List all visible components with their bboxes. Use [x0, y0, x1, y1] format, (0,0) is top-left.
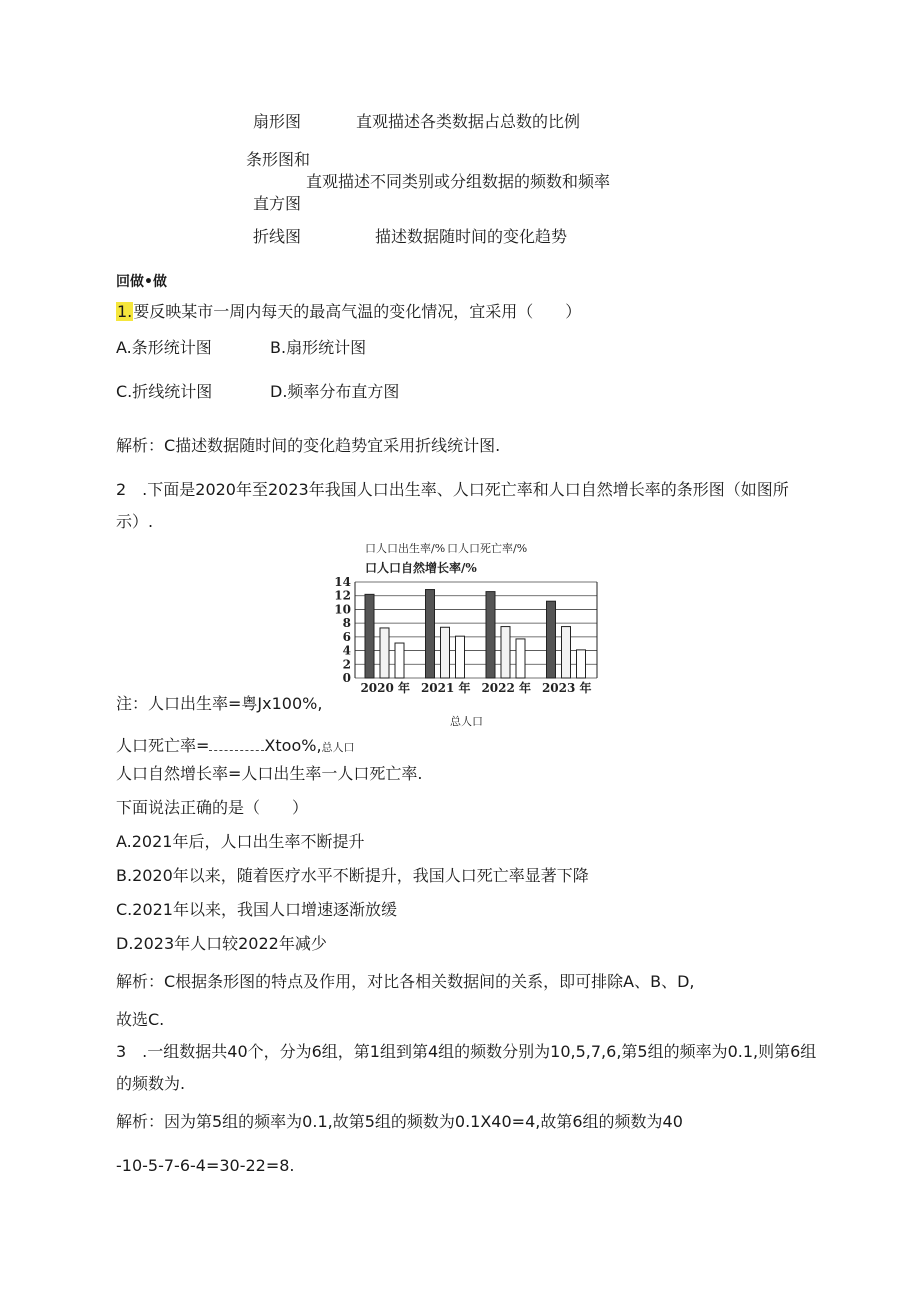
fraction-line [209, 740, 264, 751]
q2-note-line2-head: 人口死亡率= [116, 736, 210, 755]
q2-analysis-line1: 解析：C根据条形图的特点及作用，对比各相关数据间的关系，即可排除A、B、D, [116, 972, 695, 991]
q2-note-line2-small: 总人口 [321, 741, 355, 754]
bar-death-rate [501, 627, 510, 678]
q1-analysis: 解析：C描述数据随时间的变化趋势宜采用折线统计图. [116, 436, 501, 455]
x-tick-label: 2022 年 [481, 681, 532, 694]
table-row3-name: 折线图 [253, 227, 302, 246]
q2-option-d: D.2023年人口较2022年减少 [116, 934, 327, 953]
table-row2-desc: 直观描述不同类别或分组数据的频数和频率 [306, 172, 611, 191]
bar-death-rate [441, 627, 450, 678]
y-tick-label: 2 [342, 657, 351, 672]
y-tick-label: 12 [334, 588, 351, 603]
question-1-stem: 要反映某市一周内每天的最高气温的变化情况，宜采用（ ） [133, 302, 582, 321]
bar-birth-rate [547, 601, 556, 678]
x-tick-label: 2023 年 [541, 681, 592, 694]
table-row3-desc: 描述数据随时间的变化趋势 [375, 227, 568, 246]
section-heading: 回做•做 [116, 274, 167, 290]
chart-legend [365, 541, 527, 575]
q1-option-d: D.频率分布直方图 [270, 382, 400, 401]
q3-stem-line1: 3 .一组数据共40个，分为6组，第1组到第4组的频数分别为10,5,7,6,第5组的频率为0.1,则第6组 [116, 1042, 817, 1061]
q2-note-line1: 注：人口出生率=粤Jx100%, [116, 694, 323, 713]
q2-option-b: B.2020年以来，随着医疗水平不断提升，我国人口死亡率显著下降 [116, 866, 589, 885]
bar-birth-rate [426, 590, 435, 678]
q1-option-c: C.折线统计图 [116, 382, 213, 401]
bar-growth-rate [395, 643, 404, 678]
q1-option-b: B.扇形统计图 [270, 338, 367, 357]
y-tick-label: 10 [334, 602, 351, 617]
y-tick-label: 4 [342, 643, 351, 658]
q2-question: 下面说法正确的是（ ） [116, 798, 309, 817]
chart-bars [365, 590, 586, 678]
x-tick-label: 2020 年 [360, 681, 411, 694]
q2-option-c: C.2021年以来，我国人口增速逐渐放缓 [116, 900, 397, 919]
bar-chart [325, 534, 605, 694]
bar-birth-rate [365, 594, 374, 678]
legend-item-birth: 口人口出生率/% [365, 542, 446, 555]
bar-growth-rate [456, 636, 465, 678]
y-tick-label: 0 [342, 671, 351, 685]
q3-analysis-line2: -10-5-7-6-4=30-22=8. [116, 1156, 295, 1175]
bar-growth-rate [577, 650, 586, 678]
bar-growth-rate [516, 639, 525, 678]
y-tick-label: 8 [342, 616, 351, 631]
q2-option-a: A.2021年后，人口出生率不断提升 [116, 832, 365, 851]
legend-item-growth: 口人口自然增长率/% [365, 561, 477, 575]
chart-grid [355, 582, 597, 678]
q2-analysis-line2: 故选C. [116, 1010, 165, 1029]
question-1 [116, 302, 581, 322]
table-row1-name: 扇形图 [253, 112, 302, 131]
table-row2-name-line1: 条形图和 [246, 150, 311, 169]
y-tick-label: 6 [342, 629, 351, 644]
bar-death-rate [562, 627, 571, 678]
q2-note-sub: 总人口 [450, 715, 483, 728]
table-row2-name-line2: 直方图 [253, 194, 302, 213]
x-tick-label: 2021 年 [420, 681, 471, 694]
question-1-number: 1. [117, 302, 133, 321]
q3-stem-line2: 的频数为. [116, 1074, 186, 1093]
q2-note-line2-tail: Xtoo%, [264, 736, 322, 755]
q2-note-line2 [116, 736, 355, 758]
table-row1-desc: 直观描述各类数据占总数的比例 [356, 112, 581, 131]
bar-death-rate [380, 628, 389, 678]
q3-analysis-line1: 解析：因为第5组的频率为0.1,故第5组的频数为0.1X40=4,故第6组的频数为40 [116, 1112, 683, 1131]
q2-stem-line2: 示）. [116, 512, 154, 531]
bar-birth-rate [486, 592, 495, 678]
q1-option-a: A.条形统计图 [116, 338, 212, 357]
q2-note-line3: 人口自然增长率=人口出生率一人口死亡率. [116, 764, 423, 783]
q2-stem-line1: 2 .下面是2020年至2023年我国人口出生率、人口死亡率和人口自然增长率的条形图（如图所 [116, 480, 789, 499]
y-tick-label: 14 [334, 575, 351, 589]
legend-item-death: 口人口死亡率/% [447, 542, 528, 555]
